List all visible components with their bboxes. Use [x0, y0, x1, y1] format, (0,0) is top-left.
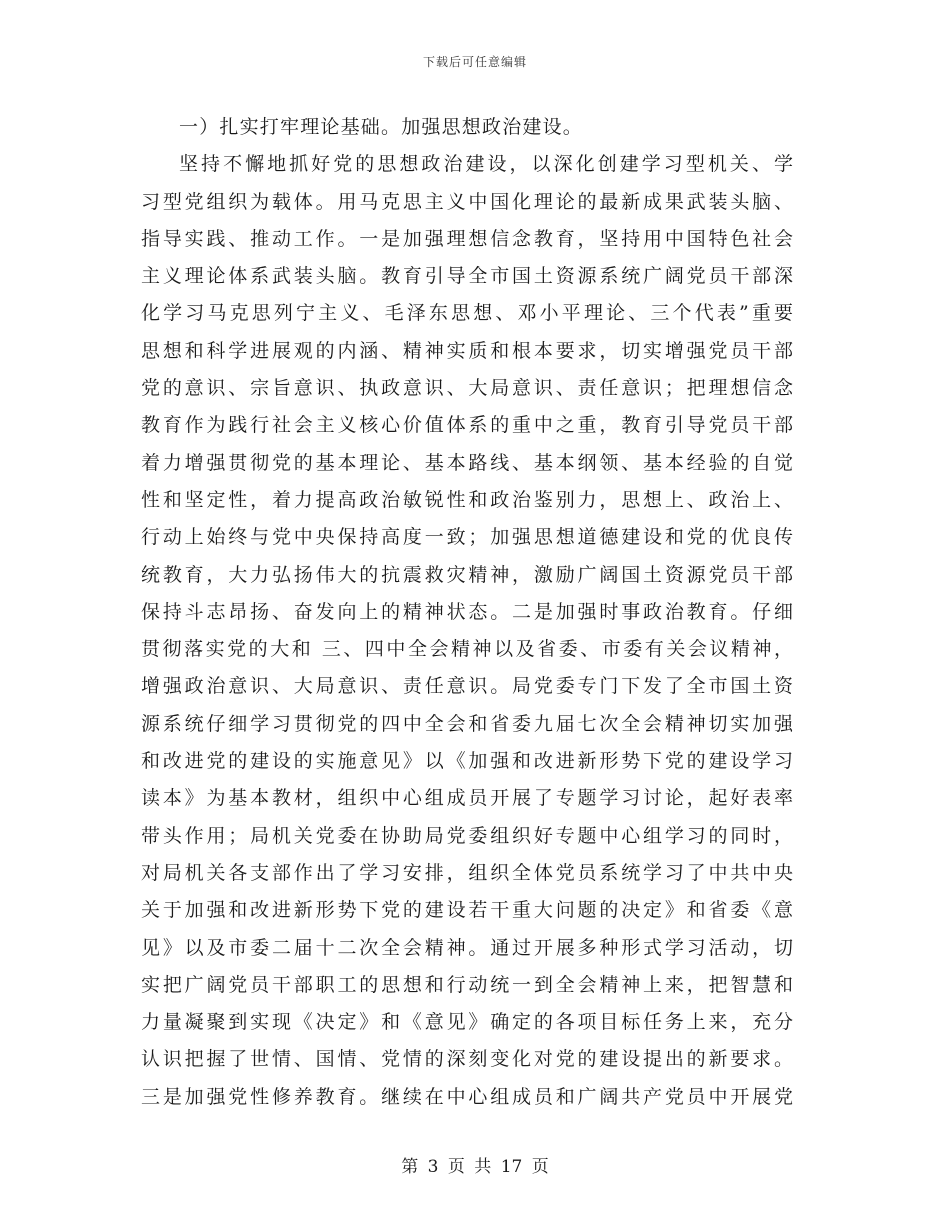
text-line: 教育作为践行社会主义核心价值体系的重中之重，教育引导党员干部: [141, 414, 793, 437]
text-line: 认识把握了世情、国情、党情的深刻变化对党的建设提出的新要求。: [141, 1048, 793, 1071]
text-line: 读本》为基本教材，组织中心组成员开展了专题学习讨论，起好表率: [141, 787, 793, 810]
text-line: 党的意识、宗旨意识、执政意识、大局意识、责任意识；把理想信念: [141, 377, 793, 400]
text-line: 三是加强党性修养教育。继续在中心组成员和广阔共产党员中开展党: [141, 1085, 793, 1108]
text-line: 源系统仔细学习贯彻党的四中全会和省委九届七次全会精神切实加强: [141, 712, 793, 735]
text-line: 思想和科学进展观的内涵、精神实质和根本要求，切实增强党员干部: [141, 339, 793, 362]
text-line: 保持斗志昂扬、奋发向上的精神状态。二是加强时事政治教育。仔细: [141, 600, 793, 623]
text-line: 着力增强贯彻党的基本理论、基本路线、基本纲领、基本经验的自觉: [141, 451, 793, 474]
text-line: 坚持不懈地抓好党的思想政治建设，以深化创建学习型机关、学: [179, 153, 793, 176]
text-line: 行动上始终与党中央保持高度一致；加强思想道德建设和党的优良传: [141, 526, 793, 549]
text-line: 见》以及市委二届十二次全会精神。通过开展多种形式学习活动，切: [141, 936, 793, 959]
text-line: 和改进党的建设的实施意见》以《加强和改进新形势下党的建设学习: [141, 750, 793, 773]
text-line: 化学习马克思列宁主义、毛泽东思想、邓小平理论、三个代表”重要: [141, 302, 793, 325]
text-line: 统教育，大力弘扬伟大的抗震救灾精神，激励广阔国土资源党员干部: [141, 563, 793, 586]
text-line: 贯彻落实党的大和 三、四中全会精神以及省委、市委有关会议精神，: [141, 638, 793, 661]
text-line: 对局机关各支部作出了学习安排，组织全体党员系统学习了中共中央: [141, 861, 793, 884]
page-number: 第 3 页 共 17 页: [401, 1157, 549, 1177]
text-line: 力量凝聚到实现《决定》和《意见》确定的各项目标任务上来，充分: [141, 1011, 793, 1034]
document-body: [141, 109, 793, 1116]
text-line: 关于加强和改进新形势下党的建设若干重大问题的决定》和省委《意: [141, 899, 793, 922]
paragraph: [141, 146, 793, 1116]
text-line: 习型党组织为载体。用马克思主义中国化理论的最新成果武装头脑、: [141, 190, 793, 213]
text-line: 带头作用；局机关党委在协助局党委组织好专题中心组学习的同时，: [141, 824, 793, 847]
text-line: 实把广阔党员干部职工的思想和行动统一到全会精神上来，把智慧和: [141, 973, 793, 996]
text-line: 性和坚定性，着力提高政治敏锐性和政治鉴别力，思想上、政治上、: [141, 488, 793, 511]
text-line: 指导实践、推动工作。一是加强理想信念教育，坚持用中国特色社会: [141, 227, 793, 250]
text-line: 增强政治意识、大局意识、责任意识。局党委专门下发了全市国土资: [141, 675, 793, 698]
page-header: 下载后可任意编辑: [422, 55, 527, 69]
section-heading: 一）扎实打牢理论基础。加强思想政治建设。: [179, 116, 584, 138]
text-line: 主义理论体系武装头脑。教育引导全市国土资源系统广阔党员干部深: [141, 265, 793, 288]
